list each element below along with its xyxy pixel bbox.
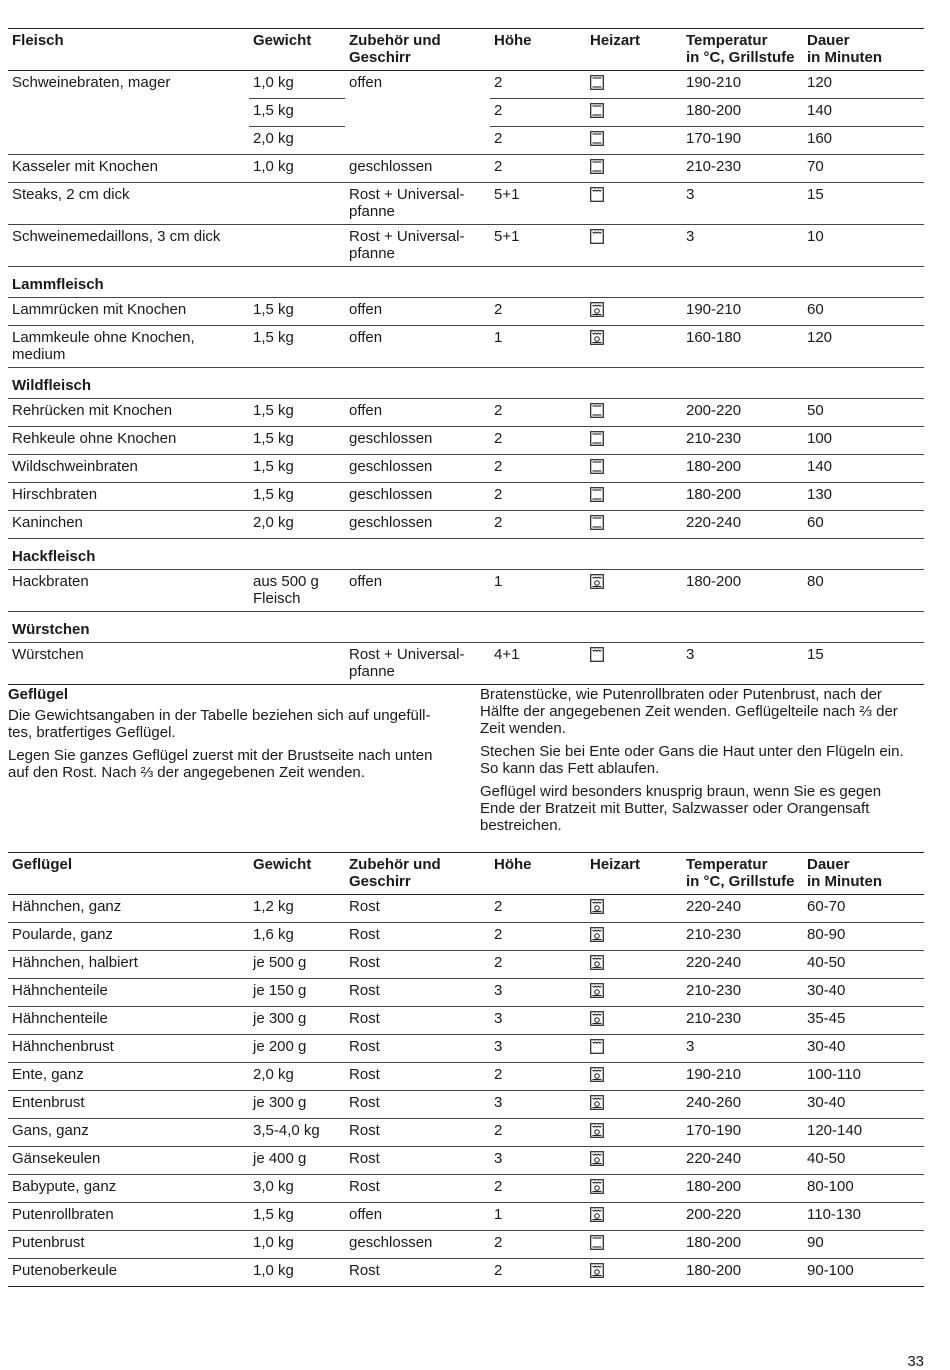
roasting-table-poultry [8,852,924,1287]
table-cell: 100-110 [803,1063,924,1091]
table-row [8,979,924,1007]
table-cell: 2 [490,951,586,979]
table-cell: Babypute, ganz [8,1175,249,1203]
table-cell: 1,0 kg [249,1259,345,1287]
table-row [8,1147,924,1175]
heating-mode-cell [586,483,682,511]
table-cell: Lammkeule ohne Knochen, medium [8,326,249,368]
heating-mode-cell [586,1035,682,1063]
table-cell: Rost [345,1063,490,1091]
table-cell: Würstchen [8,643,249,685]
paragraph: Geflügel wird besonders knusprig braun, wenn Sie es gegen Ende der Bratzeit mit Butter, Salzwasser oder Orangensaft bestreichen. [480,783,882,834]
circo-roast-icon [590,983,604,998]
table-cell: je 500 g [249,951,345,979]
table-cell: 190-210 [682,71,803,99]
paragraph: Stechen Sie bei Ente oder Gans die Haut unter den Flügeln ein. So kann das Fett ablaufen. [480,743,904,777]
table-cell: 1,5 kg [249,99,345,127]
table-cell: 3 [490,979,586,1007]
table-cell: 140 [803,455,924,483]
table-cell: Rost [345,895,490,923]
circo-roast-icon [590,899,604,914]
table-cell: Rost + Universal- pfanne [345,183,490,225]
roasting-table-meat [8,28,924,685]
heating-mode-cell [586,1259,682,1287]
table-row [8,570,924,612]
circo-roast-icon [590,330,604,345]
poultry-notes-left [8,686,468,787]
table-cell: 30-40 [803,1091,924,1119]
table-cell: 180-200 [682,1175,803,1203]
table-cell: 2 [490,895,586,923]
table-cell: Gänsekeulen [8,1147,249,1175]
table-cell: 1,5 kg [249,483,345,511]
table-cell: 90 [803,1231,924,1259]
table-cell: Gans, ganz [8,1119,249,1147]
heating-mode-cell [586,570,682,612]
table-cell: 180-200 [682,455,803,483]
table-row [8,951,924,979]
table-cell: 210-230 [682,427,803,455]
table-cell: offen [349,74,383,91]
grill-icon [590,1039,604,1054]
table-cell: 1,5 kg [249,427,345,455]
heating-mode-cell [586,1203,682,1231]
table-cell: 1,5 kg [249,399,345,427]
table-cell: 3 [682,183,803,225]
table-cell: 2 [490,427,586,455]
table-cell: 130 [803,483,924,511]
table-row [8,99,924,127]
table-cell: Entenbrust [8,1091,249,1119]
table-cell: 200-220 [682,1203,803,1231]
column-header: Geflügel [8,853,249,895]
table-cell: 2 [490,1119,586,1147]
heating-mode-cell [586,979,682,1007]
heating-mode-cell [586,155,682,183]
heat-conventional-icon [590,403,604,418]
table-cell: Rost + Universal- pfanne [345,643,490,685]
table-cell: geschlossen [345,511,490,539]
section-row [8,267,924,298]
table-cell: offen [345,326,490,368]
table-cell: 2 [490,483,586,511]
heating-mode-cell [586,399,682,427]
table-cell: 2 [490,99,586,127]
circo-roast-icon [590,1151,604,1166]
table-cell: 190-210 [682,298,803,326]
heat-conventional-icon [590,487,604,502]
table-header [8,29,924,71]
circo-roast-icon [590,302,604,317]
table-cell: 90-100 [803,1259,924,1287]
table-cell: Rost [345,1007,490,1035]
table-cell [8,127,249,155]
circo-roast-icon [590,1095,604,1110]
table-cell: je 200 g [249,1035,345,1063]
table-cell: Kaninchen [8,511,249,539]
table-row [8,1119,924,1147]
table-cell: 3 [682,225,803,267]
table-cell: Rost + Universal- pfanne [345,225,490,267]
table-cell: offen [345,399,490,427]
table-cell: je 150 g [249,979,345,1007]
heating-mode-cell [586,455,682,483]
section-row [8,539,924,570]
table-cell [345,99,490,127]
heating-mode-cell [586,127,682,155]
table-cell: 70 [803,155,924,183]
table-row [8,923,924,951]
heating-mode-cell [586,1091,682,1119]
table-cell: 110-130 [803,1203,924,1231]
heat-conventional-icon [590,459,604,474]
table-cell: 120 [803,326,924,368]
table-row [8,1091,924,1119]
table-row [8,895,924,923]
table-cell: 60-70 [803,895,924,923]
column-header: Fleisch [8,29,249,71]
table-cell: aus 500 g Fleisch [249,570,345,612]
circo-roast-icon [590,1067,604,1082]
column-header: Zubehör und Geschirr [345,853,490,895]
table-cell: offen [345,570,490,612]
table-cell: Hähnchenteile [8,979,249,1007]
table-row [8,1231,924,1259]
table-cell: 220-240 [682,951,803,979]
table-cell: Rehrücken mit Knochen [8,399,249,427]
table-cell: offen [345,298,490,326]
paragraph: Die Gewichtsangaben in der Tabelle beziehen sich auf ungefüll- tes, bratfertiges Geflügel. [8,707,431,741]
section-row [8,368,924,399]
table-cell: Steaks, 2 cm dick [8,183,249,225]
table-cell: Rehkeule ohne Knochen [8,427,249,455]
table-cell: 160-180 [682,326,803,368]
table-cell: 2 [490,1063,586,1091]
table-cell: Schweinemedaillons, 3 cm dick [8,225,249,267]
table-cell: 170-190 [682,127,803,155]
table-cell: 180-200 [682,570,803,612]
table-cell: 210-230 [682,979,803,1007]
table-cell: 2,0 kg [249,511,345,539]
table-cell: Kasseler mit Knochen [8,155,249,183]
table-cell: 2 [490,923,586,951]
table-cell: 3 [490,1091,586,1119]
table-cell: 15 [803,643,924,685]
table-cell: geschlossen [345,483,490,511]
table-row [8,483,924,511]
table-cell: Rost [345,1175,490,1203]
page-number: 33 [907,1353,924,1370]
heating-mode-cell [586,326,682,368]
table-cell: 1,0 kg [249,1231,345,1259]
table-row [8,155,924,183]
table-cell: Hirschbraten [8,483,249,511]
table-cell: 15 [803,183,924,225]
table-cell: 210-230 [682,1007,803,1035]
table-cell: 40-50 [803,1147,924,1175]
column-header: Temperatur in °C, Grillstufe [682,853,803,895]
circo-roast-icon [590,574,604,589]
table-cell: 60 [803,511,924,539]
column-header: Dauer in Minuten [803,29,924,71]
table-cell [345,127,490,155]
circo-roast-icon [590,1123,604,1138]
table-cell: je 400 g [249,1147,345,1175]
table-cell: 100 [803,427,924,455]
table-cell [8,99,249,127]
table-cell: 1,5 kg [249,298,345,326]
table-cell: 30-40 [803,1035,924,1063]
table-cell: 2 [490,1175,586,1203]
table-row [8,455,924,483]
table-cell: Rost [345,1035,490,1063]
table-cell: 1 [490,1203,586,1231]
table-row [8,127,924,155]
table-cell: 80-100 [803,1175,924,1203]
table-cell: 3 [490,1007,586,1035]
table-cell: Rost [345,1091,490,1119]
circo-roast-icon [590,1207,604,1222]
heat-conventional-icon [590,75,604,90]
column-header: Temperatur in °C, Grillstufe [682,29,803,71]
heating-mode-cell [586,923,682,951]
heating-mode-cell [586,951,682,979]
section-row [8,612,924,643]
section-label: Würstchen [8,612,924,643]
table-cell [249,225,345,267]
heating-mode-cell [586,99,682,127]
table-cell: Rost [345,923,490,951]
table-row [8,225,924,267]
table-row [8,1259,924,1287]
column-header: Dauer in Minuten [803,853,924,895]
heating-mode-cell [586,1231,682,1259]
heating-mode-cell [586,183,682,225]
table-cell: 2 [490,1231,586,1259]
table-cell: 1,2 kg [249,895,345,923]
heating-mode-cell [586,895,682,923]
table-cell: 220-240 [682,1147,803,1175]
table-cell [249,643,345,685]
table-cell: 35-45 [803,1007,924,1035]
paragraph: Bratenstücke, wie Putenrollbraten oder Putenbrust, nach der Hälfte der angegebenen Zeit wenden. Geflügelteile nach ⅔ der Zeit wenden. [480,686,898,737]
table-cell: 160 [803,127,924,155]
poultry-notes-right [480,686,930,840]
table-cell: Schweinebraten, mager [12,74,171,91]
table-cell: Hähnchen, ganz [8,895,249,923]
table-cell: 1,5 kg [249,455,345,483]
column-header: Höhe [490,853,586,895]
table-row [8,1175,924,1203]
table-row [8,511,924,539]
heating-mode-cell [586,1063,682,1091]
heat-conventional-icon [590,515,604,530]
table-cell [249,183,345,225]
table-row [8,643,924,685]
table-cell: 240-260 [682,1091,803,1119]
heat-conventional-icon [590,1235,604,1250]
table-cell: 2 [490,1259,586,1287]
table-row [8,326,924,368]
heating-mode-cell [586,225,682,267]
table-cell: 30-40 [803,979,924,1007]
table-cell: 80 [803,570,924,612]
table-cell: Rost [345,979,490,1007]
table-cell: je 300 g [249,1091,345,1119]
section-label: Lammfleisch [8,267,924,298]
grill-icon [590,187,604,202]
table-row [8,298,924,326]
table-cell: Ente, ganz [8,1063,249,1091]
table-cell: 3 [682,643,803,685]
column-header: Zubehör und Geschirr [345,29,490,71]
table-cell: 50 [803,399,924,427]
table-cell: 200-220 [682,399,803,427]
table-row [8,427,924,455]
table-cell: 80-90 [803,923,924,951]
table-cell: 180-200 [682,99,803,127]
circo-roast-icon [590,927,604,942]
table-cell: Hähnchen, halbiert [8,951,249,979]
table-cell: je 300 g [249,1007,345,1035]
heating-mode-cell [586,643,682,685]
table-cell: 190-210 [682,1063,803,1091]
table-cell: geschlossen [345,455,490,483]
section-heading: Geflügel [8,686,69,703]
table-cell: geschlossen [345,155,490,183]
table-row [8,399,924,427]
heating-mode-cell [586,511,682,539]
table-cell: Hackbraten [8,570,249,612]
table-cell: Putenrollbraten [8,1203,249,1231]
column-header: Höhe [490,29,586,71]
circo-roast-icon [590,955,604,970]
heating-mode-cell [586,1119,682,1147]
heating-mode-cell [586,427,682,455]
table-cell: 220-240 [682,895,803,923]
table-cell: Lammrücken mit Knochen [8,298,249,326]
table-cell: 2,0 kg [249,127,345,155]
table-cell: 1,0 kg [249,155,345,183]
heating-mode-cell [586,1007,682,1035]
table-cell: 3,0 kg [249,1175,345,1203]
table-cell: 5+1 [490,225,586,267]
section-label: Hackfleisch [8,539,924,570]
table-row [8,71,924,99]
table-cell: 210-230 [682,923,803,951]
heat-conventional-icon [590,159,604,174]
table-cell: 10 [803,225,924,267]
table-cell: 210-230 [682,155,803,183]
table-cell: 1 [490,326,586,368]
table-cell: 170-190 [682,1119,803,1147]
table-cell: 60 [803,298,924,326]
table-cell: 140 [803,99,924,127]
table-cell: 3 [490,1035,586,1063]
circo-roast-icon [590,1263,604,1278]
table-cell: 1,0 kg [249,71,345,99]
table-cell: Rost [345,951,490,979]
table-cell: 40-50 [803,951,924,979]
table-cell: 1,5 kg [249,326,345,368]
table-cell: Rost [345,1147,490,1175]
table-cell: 2 [490,71,586,99]
table-cell: 2 [490,155,586,183]
table-cell: 3 [490,1147,586,1175]
table-cell: 1,5 kg [249,1203,345,1231]
table-cell: 180-200 [682,1259,803,1287]
section-label: Wildfleisch [8,368,924,399]
column-header: Heizart [586,29,682,71]
table-cell: 180-200 [682,1231,803,1259]
table-cell: Rost [345,1119,490,1147]
table-cell: 2 [490,298,586,326]
table-cell: 4+1 [490,643,586,685]
table-row [8,1063,924,1091]
table-cell: geschlossen [345,1231,490,1259]
table-cell: Hähnchenbrust [8,1035,249,1063]
table-cell: Putenbrust [8,1231,249,1259]
heating-mode-cell [586,71,682,99]
table-cell: Hähnchenteile [8,1007,249,1035]
column-header: Gewicht [249,853,345,895]
table-cell: Poularde, ganz [8,923,249,951]
table-cell: 1 [490,570,586,612]
table-cell: 2 [490,399,586,427]
heating-mode-cell [586,298,682,326]
heat-conventional-icon [590,103,604,118]
table-cell: 120 [803,71,924,99]
table-row [8,1035,924,1063]
heating-mode-cell [586,1175,682,1203]
table-cell: 120-140 [803,1119,924,1147]
heat-conventional-icon [590,131,604,146]
table-row [8,183,924,225]
table-cell: 220-240 [682,511,803,539]
circo-roast-icon [590,1011,604,1026]
column-header: Gewicht [249,29,345,71]
table-cell: Rost [345,1259,490,1287]
grill-icon [590,229,604,244]
table-cell: geschlossen [345,427,490,455]
circo-roast-icon [590,1179,604,1194]
table-row [8,1007,924,1035]
table-row [8,1203,924,1231]
table-cell: 3,5-4,0 kg [249,1119,345,1147]
table-cell: 1,6 kg [249,923,345,951]
paragraph: Legen Sie ganzes Geflügel zuerst mit der Brustseite nach unten auf den Rost. Nach ⅔ der angegebenen Zeit wenden. [8,747,433,781]
table-cell: Wildschweinbraten [8,455,249,483]
table-cell: 3 [682,1035,803,1063]
table-cell: 2 [490,511,586,539]
table-cell: 180-200 [682,483,803,511]
grill-icon [590,647,604,662]
table-cell: 2,0 kg [249,1063,345,1091]
table-cell: 2 [490,455,586,483]
table-header [8,853,924,895]
table-cell: offen [345,1203,490,1231]
column-header: Heizart [586,853,682,895]
table-cell: 2 [490,127,586,155]
table-cell: Putenoberkeule [8,1259,249,1287]
heat-conventional-icon [590,431,604,446]
table-cell: 5+1 [490,183,586,225]
heating-mode-cell [586,1147,682,1175]
